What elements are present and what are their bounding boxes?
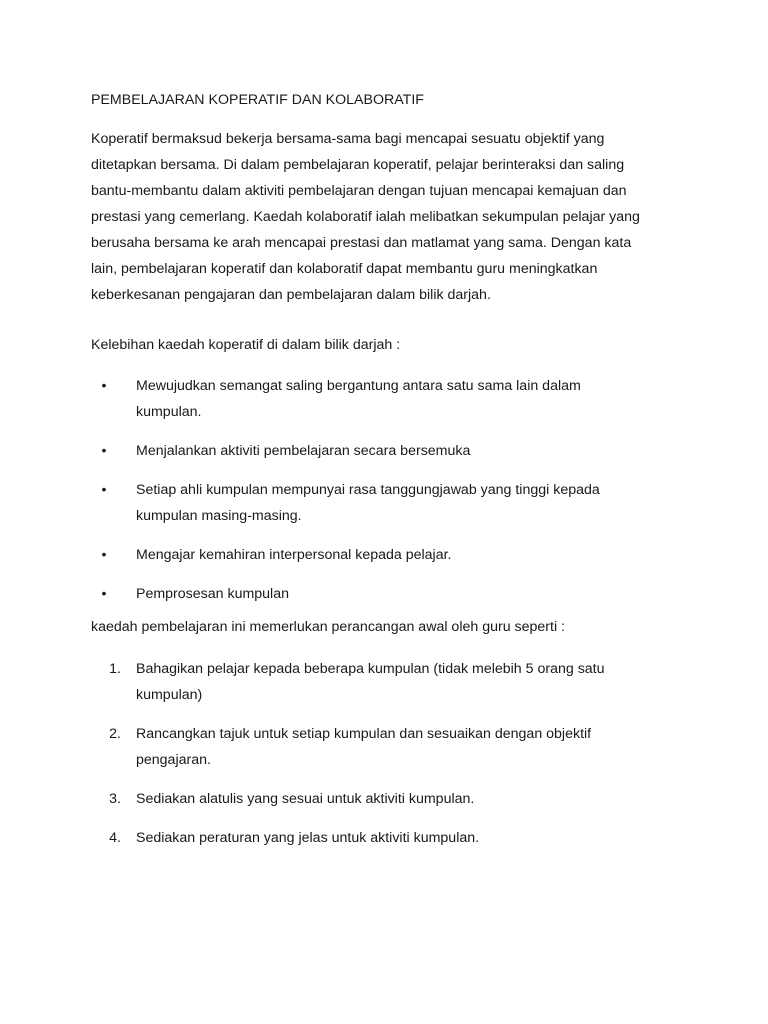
list-number: 1. xyxy=(109,661,121,677)
paragraph-line: prestasi yang cemerlang. Kaedah kolaboratif ialah melibatkan sekumpulan pelajar yang xyxy=(91,209,640,225)
bullet-marker: • xyxy=(101,482,107,498)
bullet-marker: • xyxy=(101,586,107,602)
list-item-text: Mewujudkan semangat saling bergantung antara satu sama lain dalam xyxy=(136,378,581,394)
bullet-marker: • xyxy=(101,443,107,459)
list-item-text: kumpulan masing-masing. xyxy=(136,508,302,524)
list-item-text: Mengajar kemahiran interpersonal kepada pelajar. xyxy=(136,547,452,563)
paragraph-line: Koperatif bermaksud bekerja bersama-sama bagi mencapai sesuatu objektif yang xyxy=(91,131,605,147)
list-number: 3. xyxy=(109,791,121,807)
paragraph-line: bantu-membantu dalam aktiviti pembelajaran dengan tujuan mencapai kemajuan dan xyxy=(91,183,627,199)
list-item xyxy=(91,542,711,568)
preparation-lead-in: kaedah pembelajaran ini memerlukan perancangan awal oleh guru seperti : xyxy=(91,619,565,635)
paragraph-line: keberkesanan pengajaran dan pembelajaran dalam bilik darjah. xyxy=(91,287,491,303)
intro-paragraph xyxy=(91,126,691,308)
bullet-marker: • xyxy=(101,378,107,394)
list-item-text: Setiap ahli kumpulan mempunyai rasa tanggungjawab yang tinggi kepada xyxy=(136,482,600,498)
list-item-text: Bahagikan pelajar kepada beberapa kumpulan (tidak melebih 5 orang satu xyxy=(136,661,605,677)
document-title: PEMBELAJARAN KOPERATIF DAN KOLABORATIF xyxy=(91,92,424,108)
advantages-heading: Kelebihan kaedah koperatif di dalam bilik darjah : xyxy=(91,337,401,353)
list-number: 2. xyxy=(109,726,121,742)
paragraph-line: lain, pembelajaran koperatif dan kolaboratif dapat membantu guru meningkatkan xyxy=(91,261,598,277)
advantages-list xyxy=(91,373,711,620)
list-number: 4. xyxy=(109,830,121,846)
list-item xyxy=(91,721,711,773)
list-item-text: Rancangkan tajuk untuk setiap kumpulan dan sesuaikan dengan objektif xyxy=(136,726,592,742)
preparation-list xyxy=(91,656,711,864)
list-item xyxy=(91,786,711,812)
paragraph-line: berusaha bersama ke arah mencapai prestasi dan matlamat yang sama. Dengan kata xyxy=(91,235,632,251)
list-item-text: Menjalankan aktiviti pembelajaran secara bersemuka xyxy=(136,443,471,459)
list-item xyxy=(91,477,711,529)
list-item-text: kumpulan. xyxy=(136,404,202,420)
list-item-text: pengajaran. xyxy=(136,752,211,768)
list-item-text: Sediakan peraturan yang jelas untuk aktiviti kumpulan. xyxy=(136,830,480,846)
bullet-marker: • xyxy=(101,547,107,563)
list-item xyxy=(91,825,711,851)
list-item xyxy=(91,656,711,708)
list-item xyxy=(91,373,711,425)
list-item xyxy=(91,581,711,607)
list-item-text: Sediakan alatulis yang sesuai untuk aktiviti kumpulan. xyxy=(136,791,475,807)
list-item-text: kumpulan) xyxy=(136,687,203,703)
list-item xyxy=(91,438,711,464)
list-item-text: Pemprosesan kumpulan xyxy=(136,586,289,602)
paragraph-line: ditetapkan bersama. Di dalam pembelajaran koperatif, pelajar berinteraksi dan saling xyxy=(91,157,625,173)
